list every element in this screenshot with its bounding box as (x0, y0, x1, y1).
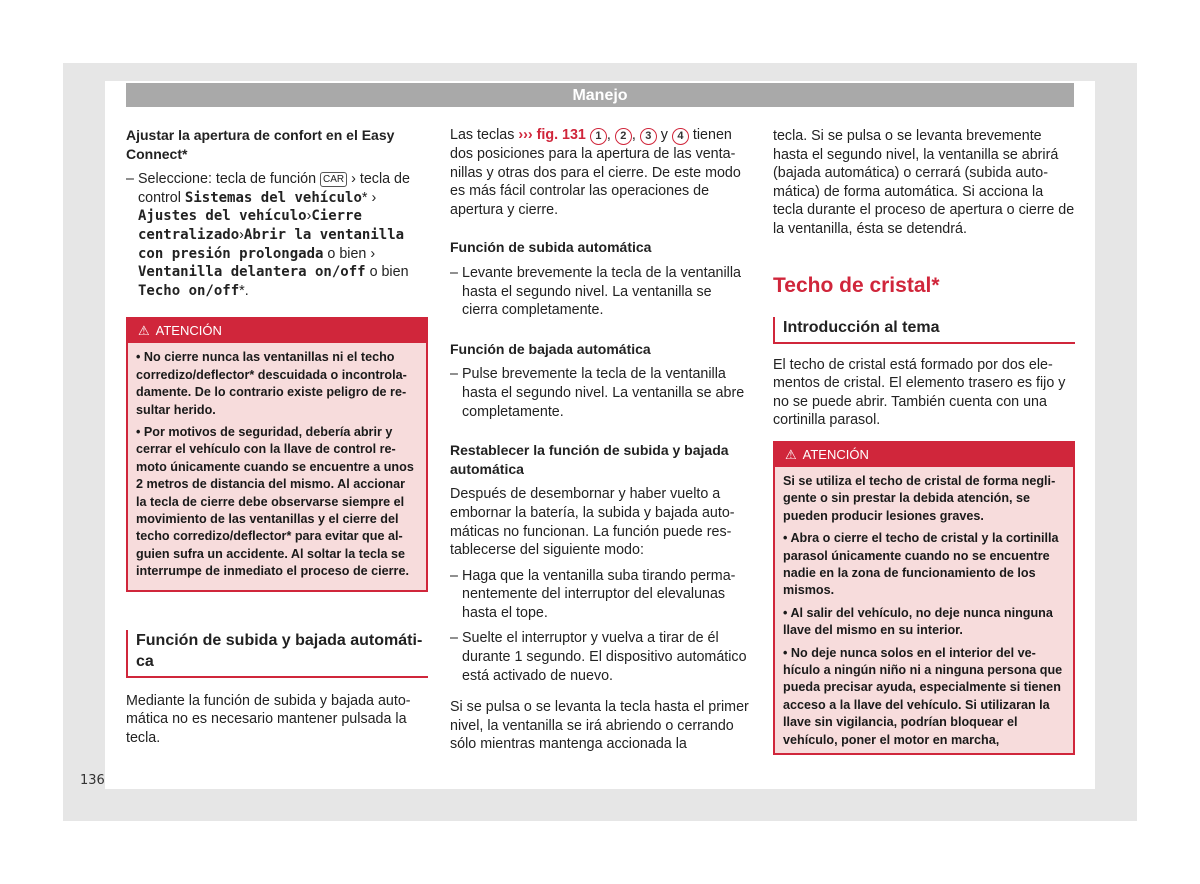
paragraph: El techo de cristal está formado por dos elementos de cristal. El elemento trasero es fijo y no se puede abrir. También cuenta con una cortinilla parasol. (773, 356, 1066, 429)
warning-label: ATENCIÓN (802, 446, 869, 462)
warning-box (773, 441, 1075, 755)
list-item: – Pulse brevemente la tecla de la ventanilla hasta el segundo nivel. La ventanilla se abre completamente. (450, 365, 750, 421)
step-text: › tecla de control (138, 171, 410, 206)
step-text: o bien (369, 264, 409, 281)
warning-item: • No deje nunca solos en el interior del vehículo a ningún niño ni a ninguna persona que pueda precisar ayuda, especialmente si tienen acceso a la llave del vehículo. Si utilizaran la llave sin vigilancia, podrían bloquear el vehículo, poner el motor en marcha, (783, 645, 1063, 747)
warning-header (128, 319, 426, 343)
list-item: – Suelte el interruptor y vuelva a tirar de él durante 1 segundo. El dispositivo automático está activado de nuevo. (450, 629, 750, 685)
section-title-subida-bajada: Función de subida y bajada automática (126, 630, 428, 678)
text: y (660, 127, 668, 143)
key-1-icon: 1 (590, 128, 607, 145)
key-4-icon: 4 (672, 128, 689, 145)
warning-lead: Si se utiliza el techo de cristal de forma negligente o sin prestar la debida atención, se pueden producir lesiones graves. (783, 473, 1056, 523)
text: tienen dos posiciones para la apertura de las ventanillas y otras dos para el cierre. De este modo es más fácil controlar las operaciones de apertura y cierre. (450, 127, 741, 218)
menu-path-item: Ajustes del vehículo (138, 208, 307, 225)
warning-label: ATENCIÓN (155, 323, 222, 339)
list-item: – Haga que la ventanilla suba tirando permanentemente del interruptor del elevalunas hasta el tope. (450, 567, 750, 623)
page-number: 136 (80, 773, 105, 788)
key-2-icon: 2 (615, 128, 632, 145)
paragraph: Si se pulsa o se levanta la tecla hasta el primer nivel, la ventanilla se irá abriendo o cerrando sólo mientras mantenga accionada la (450, 699, 749, 753)
warning-triangle-icon: ⚠ (138, 323, 150, 339)
step-text: o bien › (327, 245, 376, 262)
step-text: * › (361, 189, 377, 206)
menu-path-item: Sistemas del vehículo (184, 189, 362, 206)
chapter-title-techo: Techo de cristal* (773, 273, 940, 297)
warning-item: • Abra o cierre el techo de cristal y la cortinilla parasol únicamente cuando no se encuentre nadie en la zona de funcionamiento de los mismos. (783, 531, 1059, 598)
subheading-subida: Función de subida automática (450, 239, 652, 256)
warning-item: • No cierre nunca las ventanillas ni el techo corredizo/deflector* descuidada o incontroladamente. De lo contrario existe peligro de resultar herido. (136, 350, 407, 417)
warning-box (126, 317, 428, 591)
section-title-introduccion: Introducción al tema (773, 317, 1075, 344)
warning-header (775, 443, 1073, 467)
warning-item: • Por motivos de seguridad, debería abrir y cerrar el vehículo con la llave de control remoto únicamente cuando se encuentre a unos 2 metros de distancia del mismo. Al accionar la tecla de cierre debe observarse siempre el movimiento de las ventanillas y el cierre del techo corredizo/deflector* para evitar que alguien sufra un accidente. Al soltar la tecla se interrumpe de inmediato el proceso de cierre. (136, 424, 414, 579)
subheading-restablecer: Restablecer la función de subida y bajada automática (450, 442, 729, 477)
step-item (126, 170, 428, 300)
intro-paragraph: Las teclas ››› fig. 131 1 , 2 , 3 y 4 tienen dos posiciones para la apertura de las ventanillas y otras dos para el cierre. De este modo es más fácil controlar las operaciones de apertura y cierre. (450, 127, 741, 218)
chapter-header: Manejo (126, 83, 1074, 107)
figure-reference-link[interactable]: ››› fig. 131 (518, 127, 586, 143)
car-key-icon: CAR (320, 172, 347, 187)
key-3-icon: 3 (640, 128, 657, 145)
column-right (773, 127, 1075, 755)
step-text: Seleccione: tecla de función (138, 171, 317, 188)
step-text: › (239, 226, 244, 243)
menu-path-item: Abrir la ventanilla con presión prolongada (138, 226, 405, 262)
column-middle (450, 126, 750, 754)
paragraph: Después de desembornar y haber vuelto a embornar la batería, la subida y bajada automáticas no funcionan. La función puede restablecerse del siguiente modo: (450, 486, 735, 559)
section-heading-confort: Ajustar la apertura de confort en el Easy Connect* (126, 127, 395, 162)
column-left (126, 126, 428, 747)
step-text: *. (239, 282, 249, 299)
menu-path-item: Ventanilla delantera on/off (138, 264, 366, 281)
list-item: – Levante brevemente la tecla de la ventanilla hasta el segundo nivel. La ventanilla se cierra completamente. (450, 264, 750, 320)
warning-triangle-icon: ⚠ (785, 446, 797, 462)
paragraph: tecla. Si se pulsa o se levanta brevemente hasta el segundo nivel, la ventanilla se abrirá (bajada automática) o cerrará (subida automática) de forma automática. Si acciona la tecla durante el proceso de apertura o cierre de la ventanilla, ésta se detendrá. (773, 128, 1075, 237)
warning-item: • Al salir del vehículo, no deje nunca ninguna llave del mismo en su interior. (783, 605, 1053, 638)
text: Las teclas (450, 127, 515, 143)
warning-body (775, 467, 1073, 753)
menu-path-item: Cierre centralizado (138, 208, 362, 243)
step-text: › (306, 208, 312, 225)
subheading-bajada: Función de bajada automática (450, 340, 651, 357)
warning-body (128, 343, 426, 589)
menu-path-item: Techo on/off (138, 282, 240, 299)
section-paragraph: Mediante la función de subida y bajada automática no es necesario mantener pulsada la tecla. (126, 692, 411, 746)
